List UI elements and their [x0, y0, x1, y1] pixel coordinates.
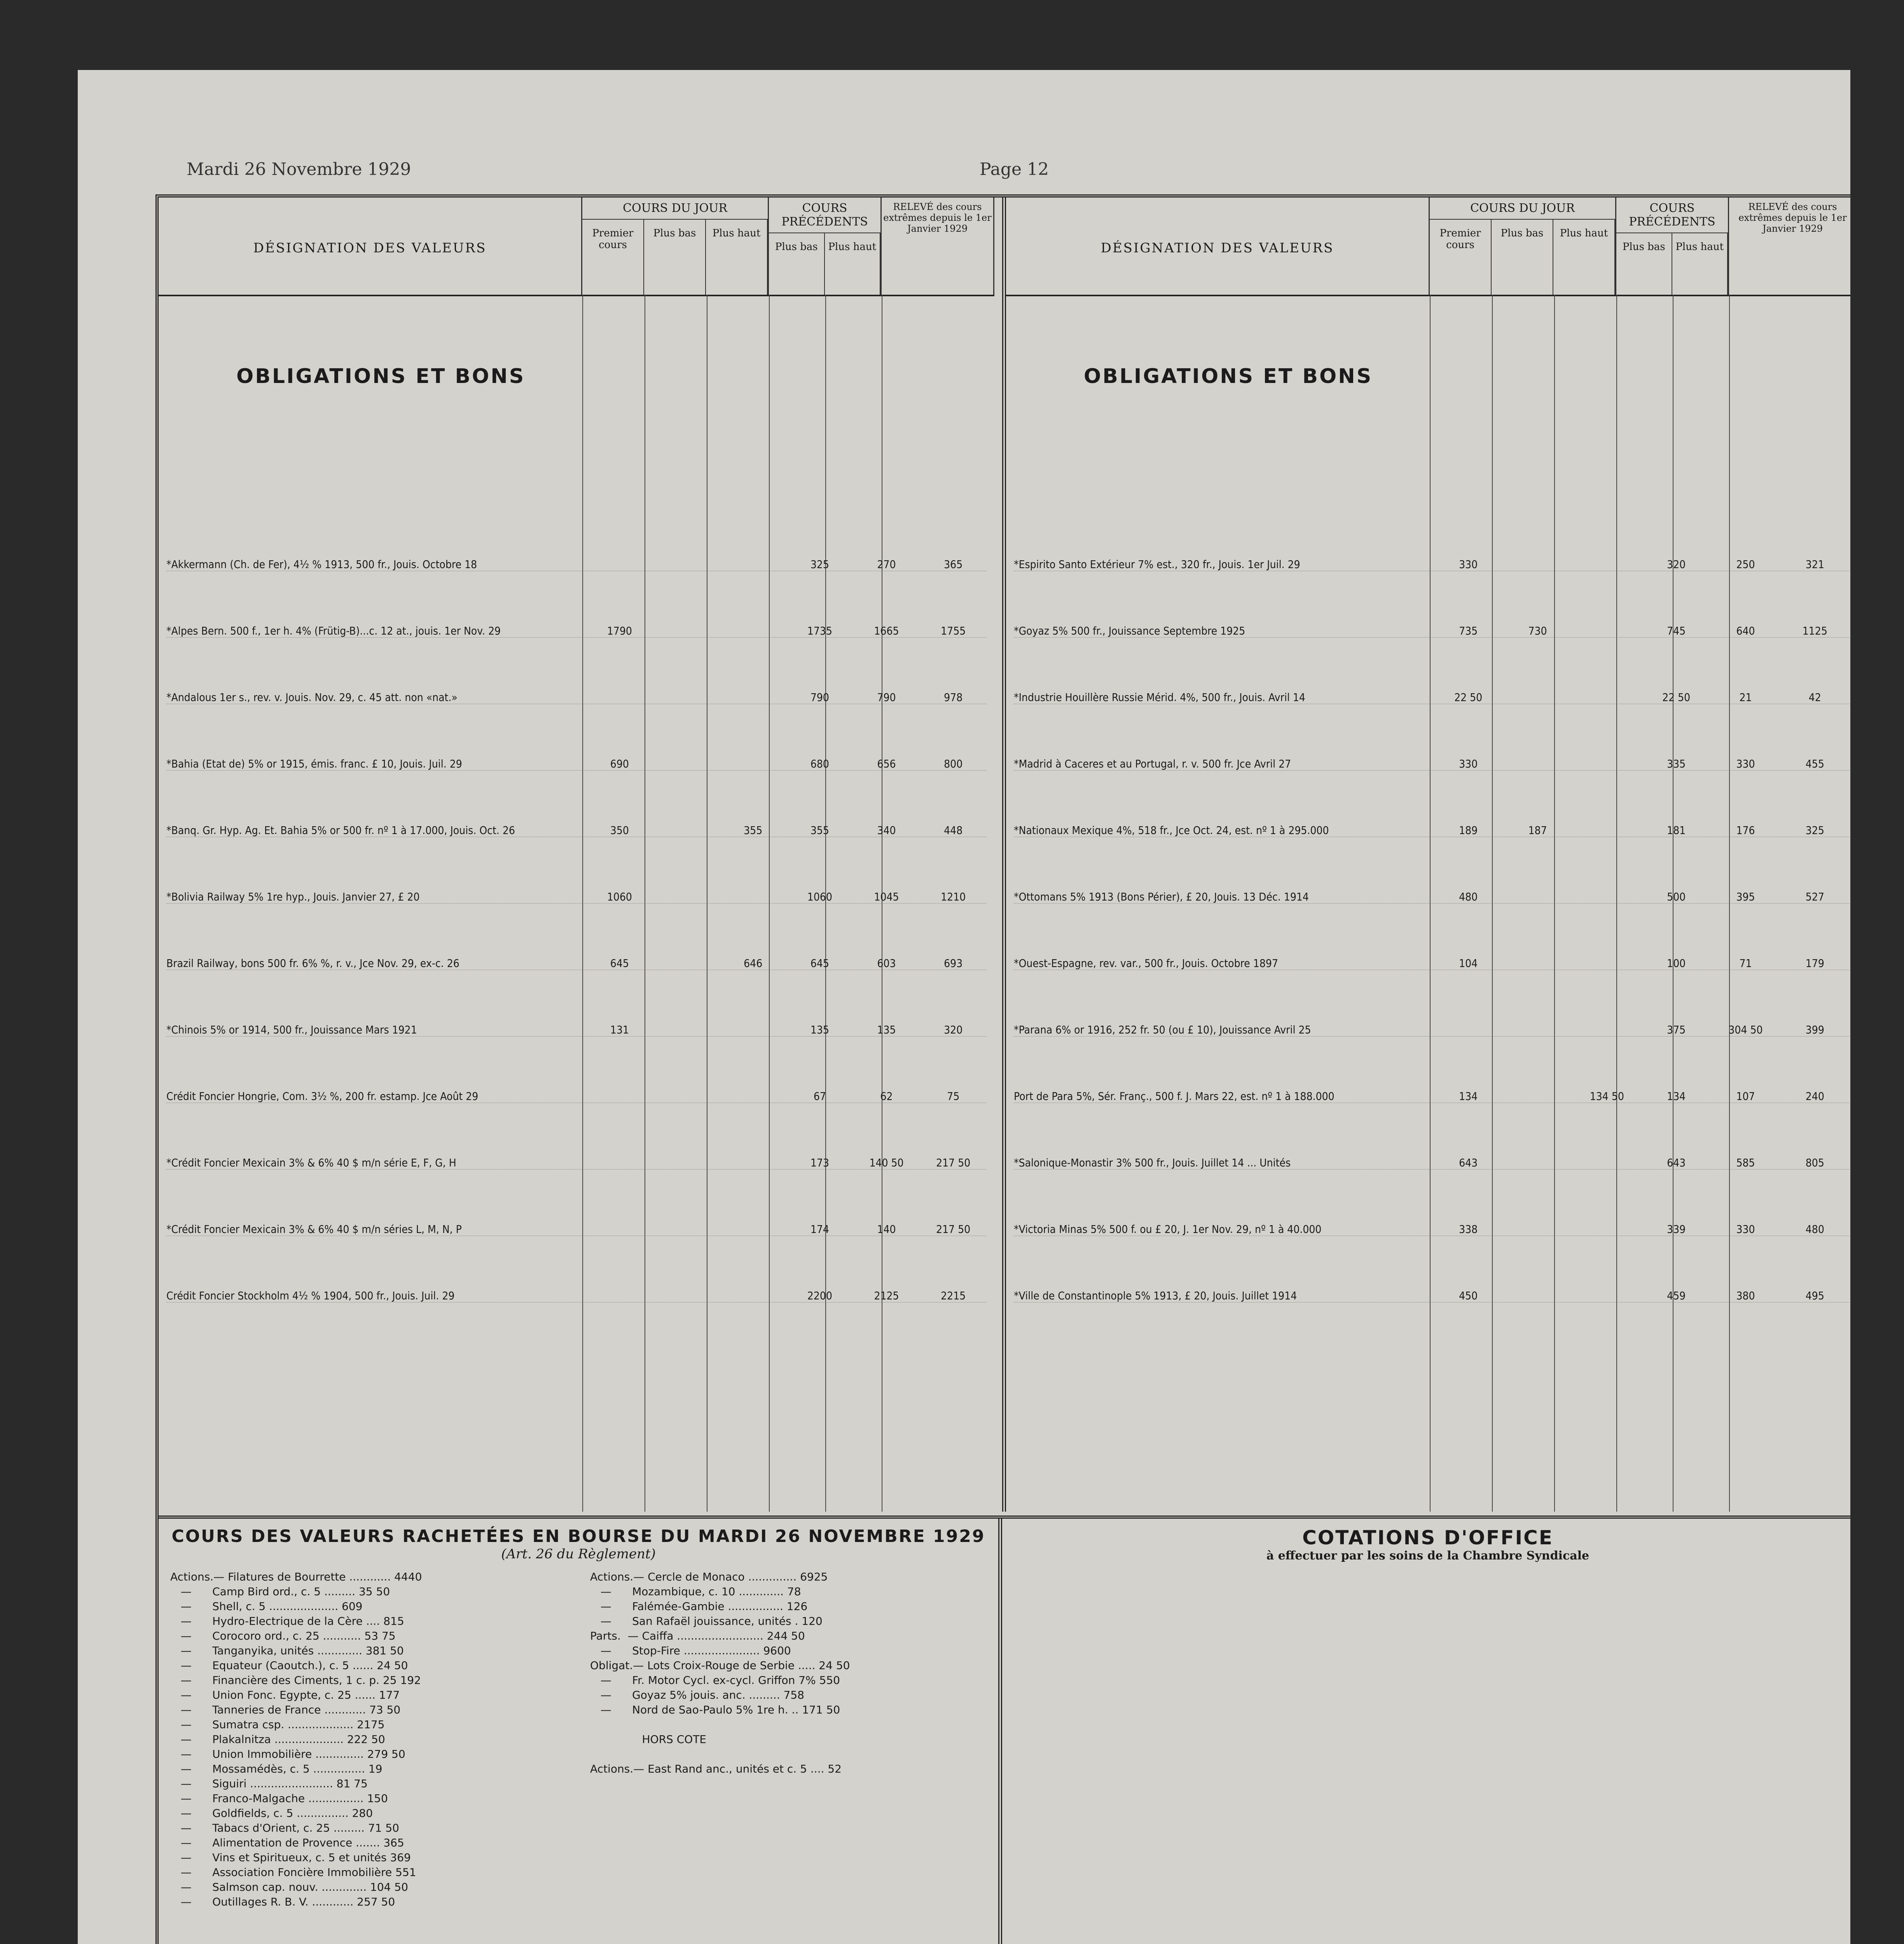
table-row [166, 1146, 987, 1170]
row-name: *Crédit Foncier Mexicain 3% & 6% 40 $ m/n série E, F, G, H [166, 1156, 456, 1169]
cell-premier-cours: 643 [1459, 1156, 1478, 1169]
table-row [1014, 547, 1850, 571]
cell-releve-haut: 217 50 [936, 1156, 971, 1169]
cell-releve-bas: 330 [1736, 1223, 1755, 1236]
cell-precedent: 375 [1667, 1023, 1686, 1036]
row-name: Crédit Foncier Hongrie, Com. 3½ %, 200 fr. estamp. Jce Août 29 [166, 1090, 479, 1103]
cell-premier-cours: 134 [1459, 1090, 1478, 1103]
cell-releve-haut: 321 [1805, 558, 1824, 571]
cell-precedent: 645 [810, 957, 829, 970]
cell-releve-bas: 585 [1736, 1156, 1755, 1169]
cell-precedent: 173 [810, 1156, 829, 1169]
cell-releve-bas: 135 [877, 1023, 896, 1036]
cell-premier-cours: 131 [610, 1023, 629, 1036]
header-cours-du-jour [582, 198, 769, 295]
label-premier-cours: Premier cours [1430, 220, 1492, 295]
cell-releve-haut: 1755 [941, 624, 966, 637]
cell-releve-haut: 325 [1805, 824, 1824, 837]
cell-releve-bas: 304 50 [1728, 1023, 1763, 1036]
table-row [166, 614, 987, 638]
cell-releve-bas: 107 [1736, 1090, 1755, 1103]
left-column [159, 198, 994, 1512]
rachetees-right-list: Actions.— Cercle de Monaco .............. 6925 — Mozambique, c. 10 ............. 78 — Falémée-Gambie ................ 126 — San Rafaël jouissance, unités . 120 Parts. — Caiffa ......................... 244 50 — Stop-Fire ...................... 9600 Obligat.— Lots Croix-Rouge de Serbie ..... 24 50 — Fr. Motor Cycl. ex-cycl. Griffon 7% 550 — Goyaz 5% jouis. anc. ......... 758 — Nord de Sao-Paulo 5% 1re h. .. 171 50 HORS COTE Actions.— East Rand anc., unités et c. 5 .... 52 [590, 1570, 850, 1775]
cotations-subtitle: à effectuer par les soins de la Chambre Syndicale [1266, 1549, 1590, 1563]
table-row [1014, 614, 1850, 638]
cell-releve-bas: 395 [1736, 890, 1755, 903]
row-name: *Industrie Houillère Russie Mérid. 4%, 500 fr., Jouis. Avril 14 [1014, 691, 1305, 704]
cell-precedent: 100 [1667, 957, 1686, 970]
cell-releve-bas: 250 [1736, 558, 1755, 571]
row-name: *Bolivia Railway 5% 1re hyp., Jouis. Janvier 27, £ 20 [166, 890, 420, 903]
table-row [166, 1079, 987, 1103]
cell-releve-bas: 2125 [874, 1289, 899, 1302]
row-name: *Akkermann (Ch. de Fer), 4½ % 1913, 500 fr., Jouis. Octobre 18 [166, 558, 477, 571]
cell-plus-bas: 187 [1528, 824, 1547, 837]
cell-precedent: 181 [1667, 824, 1686, 837]
header-cours-precedents [769, 198, 882, 295]
table-row [166, 1013, 987, 1037]
cell-releve-bas: 340 [877, 824, 896, 837]
cell-precedent: 325 [810, 558, 829, 571]
label-plus-bas: Plus bas [1492, 220, 1553, 295]
header-releve [1729, 198, 1850, 295]
table-row [1014, 1279, 1850, 1302]
table-row [1014, 680, 1850, 704]
cell-precedent: 67 [813, 1090, 826, 1103]
cell-releve-bas: 380 [1736, 1289, 1755, 1302]
label-releve: RELEVÉ des cours extrêmes depuis le 1er Janvier 1929 [1738, 201, 1847, 234]
cell-plus-haut: 646 [744, 957, 763, 970]
table-row [1014, 813, 1850, 837]
table-row [1014, 1212, 1850, 1236]
row-name: Crédit Foncier Stockholm 4½ % 1904, 500 fr., Jouis. Juil. 29 [166, 1289, 455, 1302]
row-name: *Banq. Gr. Hyp. Ag. Et. Bahia 5% or 500 fr. nº 1 à 17.000, Jouis. Oct. 26 [166, 824, 515, 837]
cell-releve-haut: 527 [1805, 890, 1824, 903]
cell-precedent: 134 [1667, 1090, 1686, 1103]
rachetees-title: COURS DES VALEURS RACHETÉES EN BOURSE DU MARDI 26 NOVEMBRE 1929 [171, 1526, 985, 1546]
cell-precedent: 680 [810, 757, 829, 770]
table-row [1014, 880, 1850, 904]
cell-releve-bas: 21 [1739, 691, 1752, 704]
cell-premier-cours: 735 [1459, 624, 1478, 637]
table-row [166, 880, 987, 904]
cell-precedent: 745 [1667, 624, 1686, 637]
header-cours-du-jour [1430, 198, 1616, 295]
cell-releve-haut: 805 [1805, 1156, 1824, 1169]
row-name: *Crédit Foncier Mexicain 3% & 6% 40 $ m/n séries L, M, N, P [166, 1223, 462, 1236]
left-section-title: OBLIGATIONS ET BONS [236, 365, 526, 388]
rachetees-left-list: Actions.— Filatures de Bourrette ............ 4440 — Camp Bird ord., c. 5 ......... 35 50 — Shell, c. 5 .................... 609 — Hydro-Electrique de la Cère .... 815 — Corocoro ord., c. 25 ........... 53 75 — Tanganyika, unités ............. 381 50 — Equateur (Caoutch.), c. 5 ...... 24 50 — Financière des Ciments, 1 c. p. 25 192 — Union Fonc. Egypte, c. 25 ...... 177 — Tanneries de France ............ 73 50 — Sumatra csp. ................... 2175 — Plakalnitza .................... 222 50 — Union Immobilière .............. 279 50 — Mossamédès, c. 5 ............... 19 — Siguiri ........................ 81 75 — Franco-Malgache ................ 150 — Goldfields, c. 5 ............... 280 — Tabacs d'Orient, c. 25 ......... 71 50 — Alimentation de Provence ....... 365 — Vins et Spiritueux, c. 5 et unités 369 — Association Foncière Immobilière 551 — Salmson cap. nouv. ............. 104 50 — Outillages R. B. V. ............ 257 50 [170, 1570, 422, 1908]
row-name: *Nationaux Mexique 4%, 518 fr., Jce Oct. 24, est. nº 1 à 295.000 [1014, 824, 1329, 837]
cotations-title: COTATIONS D'OFFICE [1302, 1526, 1553, 1549]
rachetees-subtitle: (Art. 26 du Règlement) [501, 1546, 656, 1562]
label-plus-haut: Plus haut [825, 233, 881, 295]
label-cours-precedents: COURS PRÉCÉDENTS [1629, 201, 1715, 229]
cell-precedent: 790 [810, 691, 829, 704]
rachetees-band [159, 1516, 1850, 1944]
cell-releve-haut: 978 [944, 691, 963, 704]
cell-releve-bas: 640 [1736, 624, 1755, 637]
right-rows [1014, 547, 1850, 1345]
cell-releve-haut: 693 [944, 957, 963, 970]
cell-releve-haut: 800 [944, 757, 963, 770]
table-row [166, 547, 987, 571]
cell-releve-haut: 240 [1805, 1090, 1824, 1103]
cell-releve-haut: 179 [1805, 957, 1824, 970]
cell-releve-bas: 1045 [874, 890, 899, 903]
table-row [1014, 1146, 1850, 1170]
cell-releve-bas: 62 [880, 1090, 893, 1103]
cell-releve-haut: 365 [944, 558, 963, 571]
cell-premier-cours: 189 [1459, 824, 1478, 837]
cell-releve-bas: 270 [877, 558, 896, 571]
right-section-title: OBLIGATIONS ET BONS [1084, 365, 1373, 388]
cell-precedent: 1735 [807, 624, 832, 637]
cell-premier-cours: 338 [1459, 1223, 1478, 1236]
table-row [166, 813, 987, 837]
header-cours-precedents [1616, 198, 1729, 295]
cell-releve-bas: 71 [1739, 957, 1752, 970]
cell-releve-bas: 790 [877, 691, 896, 704]
cell-premier-cours: 1790 [607, 624, 632, 637]
cell-releve-haut: 320 [944, 1023, 963, 1036]
table-row [166, 680, 987, 704]
cell-plus-haut: 134 50 [1590, 1090, 1624, 1103]
label-premier-cours: Premier cours [582, 220, 644, 295]
label-plus-bas: Plus bas [1616, 233, 1672, 295]
cell-releve-haut: 2215 [941, 1289, 966, 1302]
cell-precedent: 500 [1667, 890, 1686, 903]
label-releve: RELEVÉ des cours extrêmes depuis le 1er Janvier 1929 [883, 201, 992, 234]
label-plus-haut: Plus haut [1672, 233, 1728, 295]
table-row [1014, 1013, 1850, 1037]
row-name: *Ottomans 5% 1913 (Bons Périer), £ 20, Jouis. 13 Déc. 1914 [1014, 890, 1309, 903]
cotations-section [1002, 1519, 1850, 1944]
row-name: *Salonique-Monastir 3% 500 fr., Jouis. Juillet 14 ... Unités [1014, 1156, 1291, 1169]
row-name: *Espirito Santo Extérieur 7% est., 320 fr., Jouis. 1er Juil. 29 [1014, 558, 1300, 571]
cell-precedent: 459 [1667, 1289, 1686, 1302]
cell-releve-haut: 1210 [941, 890, 966, 903]
row-name: Brazil Railway, bons 500 fr. 6% %, r. v., Jce Nov. 29, ex-c. 26 [166, 957, 459, 970]
cell-precedent: 643 [1667, 1156, 1686, 1169]
right-column-header [1006, 198, 1850, 296]
cell-premier-cours: 104 [1459, 957, 1478, 970]
cell-releve-bas: 176 [1736, 824, 1755, 837]
table-row [1014, 1079, 1850, 1103]
cell-releve-haut: 480 [1805, 1223, 1824, 1236]
row-name: Port de Para 5%, Sér. Franç., 500 f. J. Mars 22, est. nº 1 à 188.000 [1014, 1090, 1335, 1103]
row-name: *Chinois 5% or 1914, 500 fr., Jouissance Mars 1921 [166, 1023, 417, 1036]
header-designation: DÉSIGNATION DES VALEURS [1006, 198, 1430, 295]
cell-premier-cours: 645 [610, 957, 629, 970]
cell-releve-haut: 42 [1808, 691, 1821, 704]
row-name: *Madrid à Caceres et au Portugal, r. v. 500 fr. Jce Avril 27 [1014, 757, 1291, 770]
table-row [166, 747, 987, 771]
header-releve [882, 198, 994, 295]
row-name: *Goyaz 5% 500 fr., Jouissance Septembre 1925 [1014, 624, 1245, 637]
label-plus-haut: Plus haut [1553, 220, 1615, 295]
cell-precedent: 320 [1667, 558, 1686, 571]
cell-precedent: 174 [810, 1223, 829, 1236]
cell-releve-haut: 455 [1805, 757, 1824, 770]
cell-releve-bas: 656 [877, 757, 896, 770]
cell-releve-haut: 75 [947, 1090, 960, 1103]
left-column-header [159, 198, 994, 296]
cell-precedent: 339 [1667, 1223, 1686, 1236]
cell-plus-bas: 730 [1528, 624, 1547, 637]
table-row [166, 946, 987, 970]
cell-releve-haut: 399 [1805, 1023, 1824, 1036]
row-name: *Ville de Constantinople 5% 1913, £ 20, Jouis. Juillet 1914 [1014, 1289, 1297, 1302]
newspaper-page [78, 70, 1850, 1944]
cell-releve-bas: 1665 [874, 624, 899, 637]
row-name: *Andalous 1er s., rev. v. Jouis. Nov. 29, c. 45 att. non «nat.» [166, 691, 458, 704]
row-name: *Victoria Minas 5% 500 f. ou £ 20, J. 1er Nov. 29, nº 1 à 40.000 [1014, 1223, 1322, 1236]
label-cours-du-jour: COURS DU JOUR [623, 201, 727, 215]
label-plus-bas: Plus bas [769, 233, 825, 295]
row-name: *Parana 6% or 1916, 252 fr. 50 (ou £ 10), Jouissance Avril 25 [1014, 1023, 1311, 1036]
cell-releve-bas: 330 [1736, 757, 1755, 770]
label-plus-haut: Plus haut [706, 220, 768, 295]
page-number: Page 12 [980, 159, 1049, 179]
table-row [1014, 747, 1850, 771]
cell-releve-bas: 140 50 [869, 1156, 904, 1169]
cell-premier-cours: 22 50 [1454, 691, 1483, 704]
cell-premier-cours: 1060 [607, 890, 632, 903]
cell-premier-cours: 450 [1459, 1289, 1478, 1302]
header-designation: DÉSIGNATION DES VALEURS [159, 198, 582, 295]
cell-premier-cours: 330 [1459, 757, 1478, 770]
main-frame [155, 194, 1850, 1944]
table-row [166, 1212, 987, 1236]
cell-precedent: 22 50 [1662, 691, 1691, 704]
table-row [166, 1279, 987, 1302]
row-name: *Ouest-Espagne, rev. var., 500 fr., Jouis. Octobre 1897 [1014, 957, 1278, 970]
row-name: *Bahia (Etat de) 5% or 1915, émis. franc. £ 10, Jouis. Juil. 29 [166, 757, 462, 770]
cell-premier-cours: 690 [610, 757, 629, 770]
label-plus-bas: Plus bas [644, 220, 706, 295]
left-rows [166, 547, 987, 1345]
cell-precedent: 335 [1667, 757, 1686, 770]
cell-releve-haut: 448 [944, 824, 963, 837]
row-name: *Alpes Bern. 500 f., 1er h. 4% (Frütig-B)...c. 12 at., jouis. 1er Nov. 29 [166, 624, 501, 637]
cell-premier-cours: 350 [610, 824, 629, 837]
rachetees-section [159, 1519, 1002, 1944]
cell-premier-cours: 330 [1459, 558, 1478, 571]
page-date: Mardi 26 Novembre 1929 [187, 159, 411, 179]
cell-releve-haut: 1125 [1802, 624, 1827, 637]
cell-precedent: 1060 [807, 890, 832, 903]
right-column [1002, 198, 1850, 1512]
label-cours-du-jour: COURS DU JOUR [1470, 201, 1575, 215]
cell-premier-cours: 480 [1459, 890, 1478, 903]
cell-precedent: 355 [810, 824, 829, 837]
cell-precedent: 135 [810, 1023, 829, 1036]
cell-releve-haut: 217 50 [936, 1223, 971, 1236]
cell-plus-haut: 355 [744, 824, 763, 837]
cell-releve-bas: 603 [877, 957, 896, 970]
cell-releve-bas: 140 [877, 1223, 896, 1236]
label-cours-precedents: COURS PRÉCÉDENTS [781, 201, 868, 229]
cell-precedent: 2200 [807, 1289, 832, 1302]
table-row [1014, 946, 1850, 970]
cell-releve-haut: 495 [1805, 1289, 1824, 1302]
